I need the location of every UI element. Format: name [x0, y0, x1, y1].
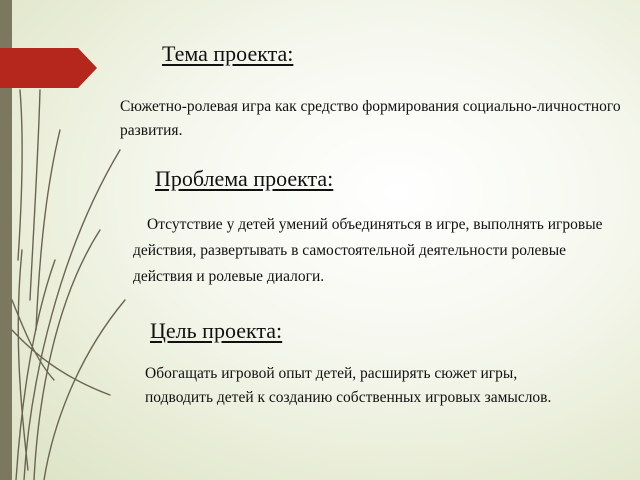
topic-heading: Тема проекта:	[162, 41, 294, 66]
red-arrow-shape	[0, 48, 120, 108]
topic-text: Сюжетно-ролевая игра как средство формирования социально-личностного развития.	[120, 98, 621, 139]
problem-heading: Проблема проекта:	[155, 166, 334, 191]
problem-text: Отсутствие у детей умений объединяться в игре, выполнять игровые действия, развертывать в самостоятельной деятельности ролевые действия и ролевые диалоги.	[133, 216, 603, 285]
goal-heading: Цель проекта:	[150, 318, 283, 343]
goal-text: Обогащать игровой опыт детей, расширять сюжет игры, подводить детей к созданию собственных игровых замыслов.	[145, 365, 552, 406]
